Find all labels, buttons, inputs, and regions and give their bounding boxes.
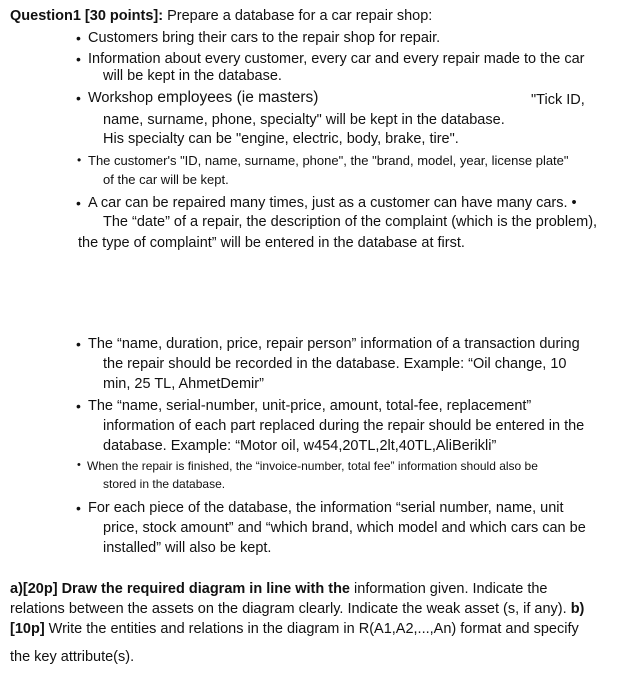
task-line3 <box>10 620 579 638</box>
bullet-stock-line3: installed” will also be kept. <box>103 540 272 556</box>
bullet-workshop-line3: His specialty can be "engine, electric, body, brake, tire". <box>103 131 459 147</box>
task-b-label: b) <box>570 601 585 617</box>
bullet-workshop-line2: name, surname, phone, specialty" will be kept in the database. <box>103 112 505 128</box>
workshop-word: Workshop <box>88 90 154 106</box>
bullet-dot: • <box>76 398 81 414</box>
task-line4: the key attribute(s). <box>10 649 135 665</box>
bullet-part-line3: database. Example: “Motor oil, w454,20TL,2lt,40TL,AliBerikli” <box>103 438 497 454</box>
task-line2 <box>10 600 584 618</box>
bullet-info-line2: will be kept in the database. <box>103 68 282 84</box>
bullet-invoice-line1: When the repair is finished, the “invoice-number, total fee” information should also be <box>87 459 538 473</box>
task-a-rest: information given. Indicate the <box>350 581 548 597</box>
bullet-transaction-line2: the repair should be recorded in the database. Example: “Oil change, 10 <box>103 356 567 372</box>
bullet-repair-line3: the type of complaint” will be entered in the database at first. <box>78 235 465 251</box>
bullet-invoice-line2: stored in the database. <box>103 477 226 491</box>
bullet-dot: • <box>77 153 82 167</box>
question-header <box>10 7 432 25</box>
bullet-dot: • <box>76 30 81 46</box>
tick-id-text: "Tick ID, <box>531 92 585 108</box>
question-intro: Prepare a database for a car repair shop: <box>163 8 433 24</box>
question-label: Question1 [30 points]: <box>10 8 164 24</box>
bullet-transaction-line3: min, 25 TL, AhmetDemir” <box>103 376 264 392</box>
task-b-rest: Write the entities and relations in the diagram in R(A1,A2,...,An) format and specify <box>44 621 579 637</box>
bullet-part-line1: The “name, serial-number, unit-price, amount, total-fee, replacement” <box>88 398 532 414</box>
bullet-dot: • <box>76 195 81 211</box>
bullet-dot: • <box>76 500 81 516</box>
task-b-points: [10p] <box>10 621 45 637</box>
bullet-info-line1: Information about every customer, every car and every repair made to the car <box>88 51 585 67</box>
bullet-stock-line1: For each piece of the database, the information “serial number, name, unit <box>88 500 564 516</box>
bullet-repair-line1: A car can be repaired many times, just as a customer can have many cars. • <box>88 195 577 211</box>
bullet-dot: • <box>77 459 81 471</box>
bullet-stock-line2: price, stock amount” and “which brand, which model and which cars can be <box>103 520 586 536</box>
task-a-bold: a)[20p] Draw the required diagram in line with the <box>10 581 350 597</box>
task-a-line1 <box>10 580 547 598</box>
bullet-part-line2: information of each part replaced during the repair should be entered in the <box>103 418 585 434</box>
bullet-workshop-line1 <box>88 89 318 107</box>
bullet-customers-text: Customers bring their cars to the repair shop for repair. <box>88 30 441 46</box>
employees-phrase: employees (ie masters) <box>153 89 319 106</box>
bullet-customer-id-line1: The customer's "ID, name, surname, phone", the "brand, model, year, license plate" <box>88 153 569 168</box>
bullet-dot: • <box>76 51 81 67</box>
bullet-customer-id-line2: of the car will be kept. <box>103 172 229 187</box>
bullet-dot: • <box>76 90 81 106</box>
bullet-repair-line2: The “date” of a repair, the description of the complaint (which is the problem), <box>103 214 598 230</box>
bullet-transaction-line1: The “name, duration, price, repair person” information of a transaction during <box>88 336 580 352</box>
bullet-dot: • <box>76 336 81 352</box>
task-relations-text: relations between the assets on the diagram clearly. Indicate the weak asset (s, if any). <box>10 601 571 617</box>
